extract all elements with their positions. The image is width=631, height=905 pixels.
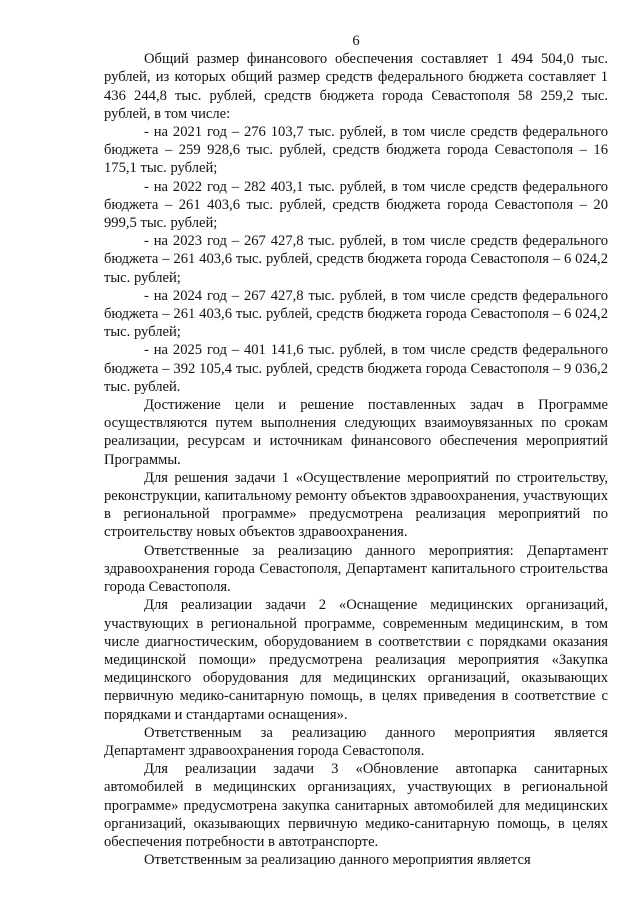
paragraph-2021: - на 2021 год – 276 103,7 тыс. рублей, в том числе средств федерального бюджета – 259 928,6 тыс. рублей, средств бюджета города Севастополя – 16 175,1 тыс. рублей;: [104, 124, 608, 177]
paragraph-task-1: Для решения задачи 1 «Осуществление мероприятий по строительству, реконструкции, капитальному ремонту объектов здравоохранения, участвующих в региональной программе» предусмотрена реализация мероприятий по строительству новых объектов здравоохранения.: [104, 469, 608, 541]
paragraph-responsible-2: Ответственным за реализацию данного мероприятия является Департамент здравоохранения города Севастополя.: [104, 724, 608, 759]
paragraph-goal: Достижение цели и решение поставленных задач в Программе осуществляются путем выполнения следующих взаимоувязанных по срокам реализации, ресурсам и источникам финансового обеспечения мероприятий Программы.: [104, 397, 608, 468]
page-number: 6: [352, 33, 360, 49]
paragraph-2024: - на 2024 год – 267 427,8 тыс. рублей, в том числе средств федерального бюджета – 261 403,6 тыс. рублей, средств бюджета города Севастополя – 6 024,2 тыс. рублей;: [104, 287, 608, 341]
paragraph-total-funding: Общий размер финансового обеспечения составляет 1 494 504,0 тыс. рублей, из которых общий размер средств федерального бюджета составляет 1 436 244,8 тыс. рублей, средств бюджета города Севастополя 58 259,2 тыс. рублей, в том числе:: [104, 51, 608, 122]
paragraph-2023: - на 2023 год – 267 427,8 тыс. рублей, в том числе средств федерального бюджета – 261 403,6 тыс. рублей, средств бюджета города Севастополя – 6 024,2 тыс. рублей;: [104, 233, 608, 286]
paragraph-task-3: Для реализации задачи 3 «Обновление автопарка санитарных автомобилей в медицинских организациях, участвующих в региональной программе» предусмотрена закупка санитарных автомобилей для медицинских организаций, оказывающих первичную медико-санитарную помощь, в целях обеспечения потребности в автотранспорте.: [104, 761, 608, 850]
paragraph-2025: - на 2025 год – 401 141,6 тыс. рублей, в том числе средств федерального бюджета – 392 105,4 тыс. рублей, средств бюджета города Севастополя – 9 036,2 тыс. рублей.: [104, 342, 608, 395]
paragraph-2022: - на 2022 год – 282 403,1 тыс. рублей, в том числе средств федерального бюджета – 261 403,6 тыс. рублей, средств бюджета города Севастополя – 20 999,5 тыс. рублей;: [104, 178, 608, 232]
paragraph-responsible-1: Ответственные за реализацию данного мероприятия: Департамент здравоохранения города Севастополя, Департамент капитального строительства города Севастополя.: [104, 542, 608, 596]
paragraph-responsible-3: Ответственным за реализацию данного мероприятия является: [144, 852, 531, 869]
paragraph-task-2: Для реализации задачи 2 «Оснащение медицинских организаций, участвующих в региональной программе, современным медицинским, в том числе диагностическим, оборудованием в соответствии с порядками оказания медицинской помощи» предусмотрена реализация мероприятия «Закупка медицинского оборудования для медицинских организаций, оказывающих первичную медико-санитарную помощь, в целях приведения в соответствие с порядками и стандартами оснащения».: [104, 597, 608, 723]
document-page: [104, 32, 608, 869]
